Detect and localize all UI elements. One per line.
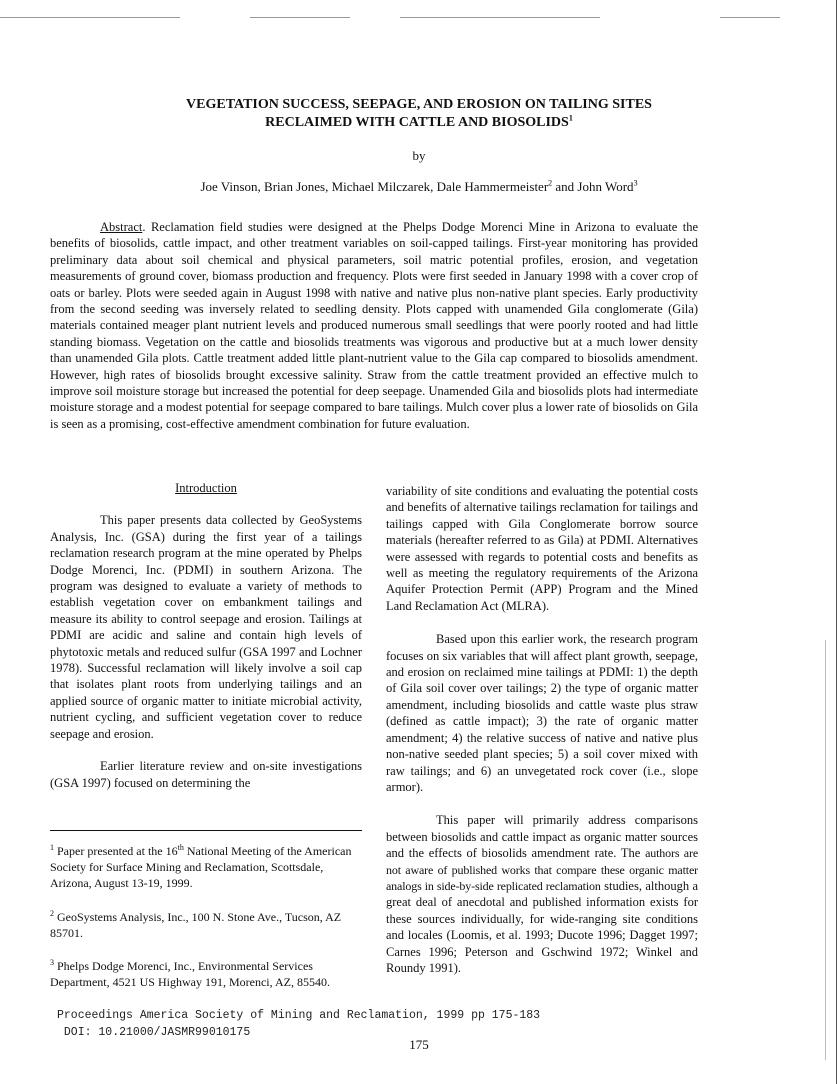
footnote-2: $^2$ GeoSystems Analysis, Inc., 100 N. Stone Ave., Tucson, AZ 85701. (50, 909, 342, 940)
author-list: Joe Vinson, Brian Jones, Michael Milczarek, Dale Hammermeister$^2$ and John Word$^3$ (200, 178, 638, 194)
scan-artifact (720, 17, 780, 18)
left-column (50, 480, 362, 791)
right-column (386, 483, 698, 976)
scan-artifact (400, 17, 600, 18)
paragraph: This paper presents data collected by GeoSystems Analysis, Inc. (GSA) during the first year of a tailings reclamation research program at the mine operated by Phelps Dodge Morenci, Inc. (PDMI) in southern Arizona. The program was designed to evaluate a variety of methods to establish vegetation cover on embankment tailings and measure its ability to control seepage and erosion. Tailings at PDMI are acidic and saline and contain high levels of phytotoxic metals and reduced sulfur (GSA 1997 and Lochner 1978). Successful reclamation will likely involve a soil cap that isolates plant roots from underlying tailings and an applied source of organic matter to initiate microbial activity, nutrient cycling, and sufficient vegetation cover to reduce seepage and erosion. (50, 513, 362, 741)
abstract-label: Abstract (100, 220, 143, 234)
footnote-mark: 1 (568, 113, 573, 123)
proceedings-citation: Proceedings America Society of Mining and Reclamation, 1999 pp 175-183 DOI: 10.21000/JASMR99010175 (57, 1009, 541, 1039)
paragraph: Based upon this earlier work, the research program focuses on six variables that will affect plant growth, seepage, and erosion on reclaimed mine tailings at PDMI: 1) the depth of Gila soil cover over tailings; 2) the type of organic matter amendment, including biosolids and cattle waste plus straw (defined as cattle impact); 3) the rate of organic matter amendment; 4) the relative success of native and native plus non-native seeded plant species; 5) a soil cover mixed with raw tailings; and 6) an unvegetated rock cover (i.e., slope armor). (386, 632, 698, 794)
paragraph: Earlier literature review and on-site investigations (GSA 1997) focused on determining the (50, 759, 362, 790)
footnote-mark: 2 (548, 178, 553, 188)
paragraph: This paper will primarily address comparisons between biosolids and cattle impact as organic matter sources and the effects of biosolids amendment rate. The authors are not aware of published works that compare these organic matter analogs in side-by-side replicated reclamation studies, although a great deal of anecdotal and published information exists for these sources individually, for wide-ranging site conditions and locales (Loomis, et al. 1993; Ducote 1996; Dagget 1997; Carnes 1996; Peterson and Gschwind 1972; Winkel and Roundy 1991). (386, 813, 699, 975)
footnote-mark: 3 (633, 178, 638, 188)
page-number: 175 (409, 1037, 429, 1052)
footnote-3: $^3$ Phelps Dodge Morenci, Inc., Environmental Services Department, 4521 US Highway 191, Morenci, AZ, 85540. (50, 958, 330, 989)
paragraph: variability of site conditions and evaluating the potential costs and benefits of alternative tailings reclamation for tailings and tailings capped with Gila Conglomerate borrow source materials (hereafter referred to as Gila) at PDMI. Alternatives were assessed with regards to potential costs and benefits as well as meeting the regulatory requirements of the Arizona Aquifer Protection Permit (APP) Program and the Mined Land Reclamation Act (MLRA). (386, 484, 698, 613)
byline-by: by (412, 148, 426, 163)
footnote-1: $^1$ Paper presented at the 16th National Meeting of the American Society for Surface Mining and Reclamation, Scottsdale, Arizona, August 13-19, 1999. (50, 843, 352, 890)
section-heading-introduction: Introduction (175, 481, 237, 495)
doi: DOI: 10.21000/JASMR99010175 (57, 1026, 251, 1039)
abstract-text: . Reclamation field studies were designed at the Phelps Dodge Morenci Mine in Arizona to evaluate the benefits of biosolids, cattle impact, and other treatment variables on soil-capped tailings. First-year monitoring has provided preliminary data about soil chemical and physical parameters, soil matric potential profiles, erosion, and vegetation measurements of ground cover, biomass production and frequency. Plots were first seeded in January 1998 with a cover crop of oats or barley. Plots were seeded again in August 1998 with native and native plus non-native plant species. Early productivity from the second seeding was inversely related to seedling density. Plots capped with unamended Gila conglomerate (Gila) materials contained meager plant nutrient levels and produced numerous small seedlings that were poorly rooted and had little standing biomass. Vegetation on the cattle and biosolids treatments was vigorous and productive but at a much lower density than unamended Gila plots. Cattle treatment added little plant-nutrient value to the Gila cap compared to biosolids amendment. However, high rates of biosolids brought excessive salinity. Straw from the cattle treatment provided an effective mulch to improve soil moisture storage but increased the potential for deep seepage. Unamended Gila and biosolids plots had intermediate moisture storage and a modest potential for seepage compared to bare tailings. Mulch cover plus a lower rate of biosolids on Gila is seen as a promising, cost-effective amendment combination for future evaluation. (50, 220, 698, 431)
abstract (50, 219, 698, 432)
scan-artifact (0, 17, 180, 18)
scan-artifact (250, 17, 350, 18)
page-edge (825, 640, 826, 1060)
footnote-divider (50, 830, 362, 831)
paper-title: VEGETATION SUCCESS, SEEPAGE, AND EROSION ON TAILING SITES RECLAIMED WITH CATTLE AND BIOSOLIDS$^1$ (186, 97, 652, 130)
